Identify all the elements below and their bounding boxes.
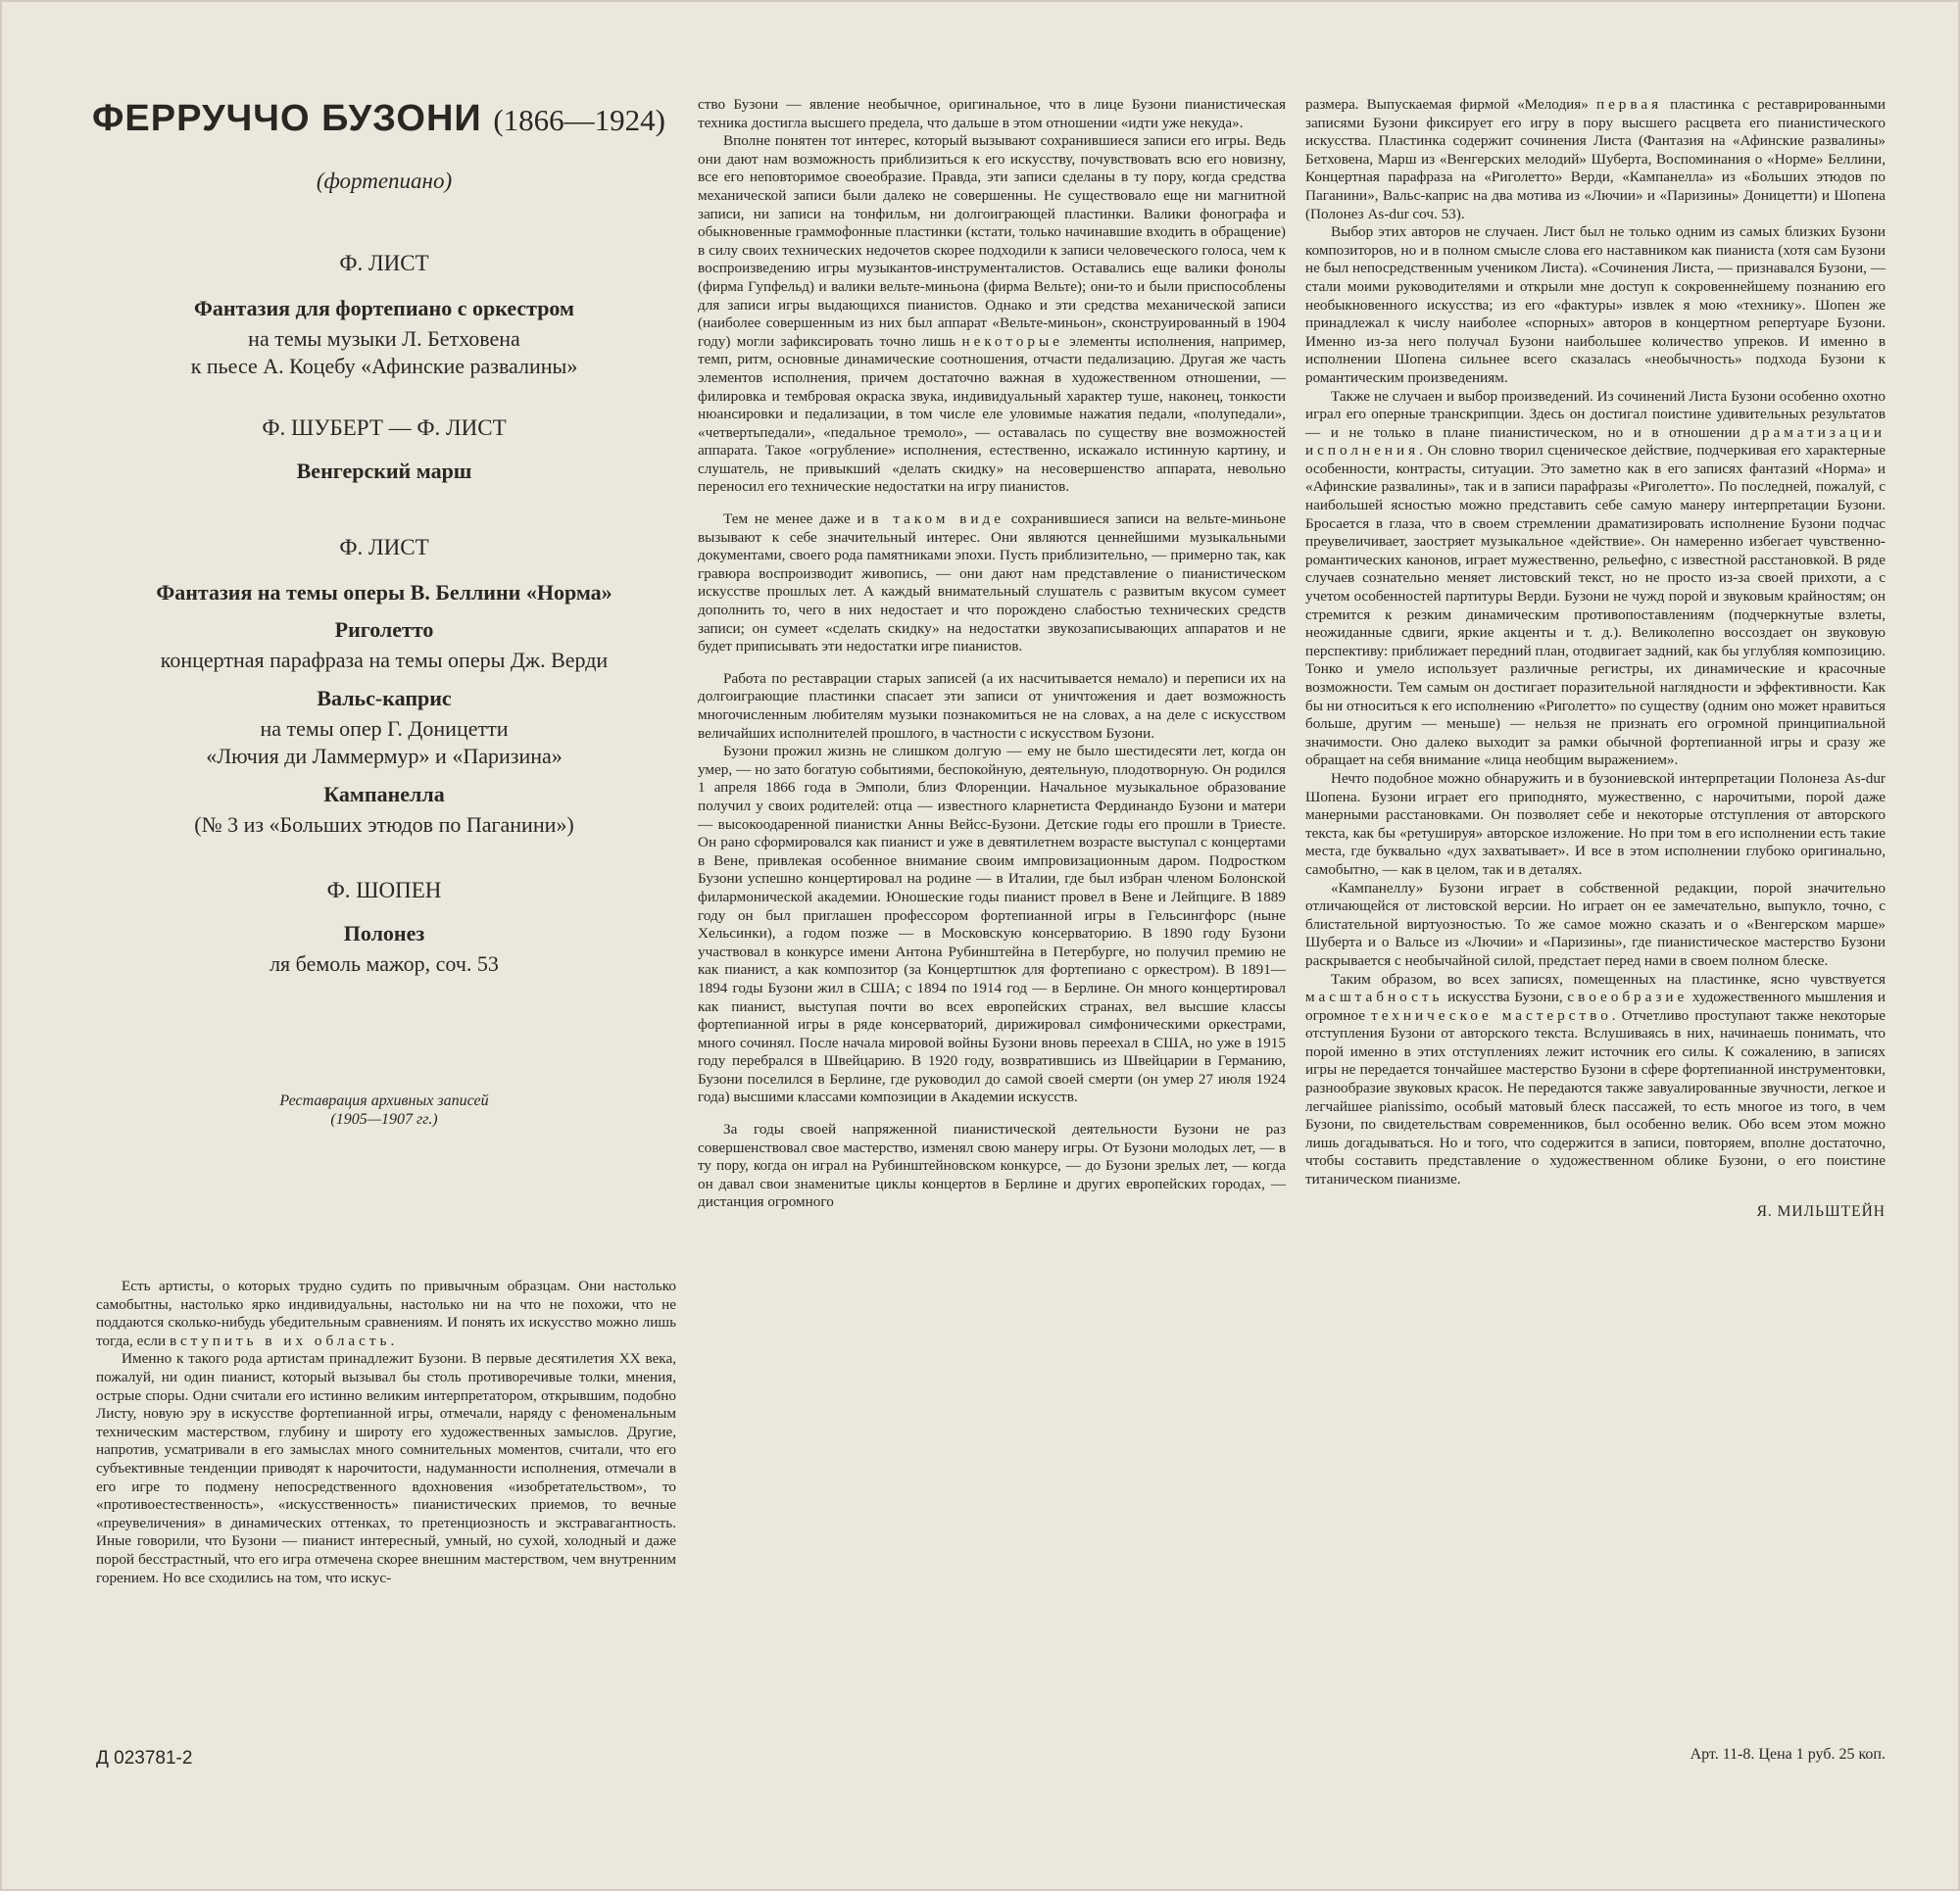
essay-paragraph: размера. Выпускаемая фирмой «Мелодия» первая пластинка с реставрированными записями Бузони фиксирует его игру в пору высшего расцвета его пианистического искусства. Пластинка содержит сочинения Листа (Фантазия на «Афинские развалины» Бетховена, Марш из «Венгерских мелодий» Шуберта, Воспоминания о «Норме» Беллини, Концертная парафраза на «Риголетто» Верди, «Кампанелла» из «Больших этюдов по Паганини», Вальс-каприс на два мотива из «Лючии» и «Паризины» Доницетти) и Шопена (Полонез As-dur соч. 53). (1305, 96, 1886, 222)
emphasis-text: некоторые (961, 332, 1063, 350)
price-line: Арт. 11-8. Цена 1 руб. 25 коп. (1690, 1746, 1886, 1763)
emphasis-text: драматизации исполнения (1305, 423, 1886, 460)
work-detail: «Лючия ди Ламмермур» и «Паризина» (206, 744, 563, 768)
work-title: Кампанелла (323, 782, 445, 806)
artist-years: (1866—1924) (493, 103, 665, 137)
essay-paragraph: Вполне понятен тот интерес, который вызывают сохранившиеся записи его игры. Ведь они дают нам возможность приблизиться к его искусству, почувствовать всю его новизну, все его неповторимое своеобразие. Правда, эти записи сделаны в ту пору, когда средства механической записи были далеко не совершенны. Не существовало еще ни магнитной записи, ни записи на тонфильм, ни долгоиграющей пластинки. Валики фонографа и обыкновенные граммофонные пластинки (кстати, только начинавшие входить в обращение) в силу своих технических недочетов скорее подходили к записи человеческого голоса, чем к воспроизведению игры музыкантов-инструменталистов. Оставались еще валики фонолы (фирма Гупфельд) и валики вельте-миньона (фирма Вельте); они-то и были приспособлены для записи игры выдающихся пианистов. Однако и эти средства механической записи (наиболее совершенным из них был аппарат «Вельте-миньон», сконструированный в 1904 году) могли зафиксировать точно лишь некоторые элементы исполнения, например, темп, ритм, основные динамические соотношения, отчасти педализацию. Другая же часть элементов исполнения, причем достаточно важная в художественном отношении, — филировка и тембровая окраска звука, индивидуальный характер туше, наконец, тонкости нюансировки и педализации, в том числе еле уловимые нажатия педали, «полупедали», «четвертьпедали», «педальное тремоло», — оставалась по существу вне возможностей аппарата. Такое «огрубление» исполнения, естественно, искажало истинную картину, и слушатель, не привыкший «делать скидку» на несовершенство аппарата, невольно переносил его технические недостатки на игру пианистов. (698, 132, 1286, 496)
essay-paragraph: Также не случаен и выбор произведений. Из сочинений Листа Бузони особенно охотно играл его оперные транскрипции. Здесь он достигал поистине удивительных результатов — и не только в плане пианистическом, но и в отношении драматизации исполнения. Он словно творил сценическое действие, подчеркивая его характерные особенности, контрасты, ситуации. Это заметно как в его записях фантазий «Норма» и «Афинские развалины», так и в записи парафразы «Риголетто». По последней, пожалуй, с наибольшей ясностью можно представить себе самую манеру интерпретации Бузони. Бросается в глаза, что в своем стремлении драматизировать исполнение Бузони подчас преувеличивает, заостряет музыкальное «действие». Он намеренно избегает чувственно-романтических канонов, играет мужественно, рельефно, с известной расстановкой. В ряде случаев сознательно меняет листовский текст, но не просто из-за своей прихоти, а с учетом особенностей партитуры Верди. Бузони не чужд порой и звуковым крайностям; он стремится к резким динамическим противопоставлениям (подчеркнутые взлеты, неожиданные сдвиги, яркие акценты и т. д.). Великолепно воссоздает он звуковую перспективу: приближает передний план, отодвигает задний, как бы углубляя композицию. Тонко и умело использует различные регистры, их динамические и красочные возможности. Тем самым он достигает поразительной наглядности и эффективности. Как бы ни относиться к его исполнению «Риголетто» по существу (одним оно может нравиться больше, другим — меньше) — нельзя не признать его огромной принципиальной значимости. Оно далеко выходит за рамки обычной фортепианной игры и сразу же обращает на себя внимание «лица необщим выражением». (1305, 387, 1886, 769)
essay-paragraph: Работа по реставрации старых записей (а их насчитывается немало) и переписи их на долгоиграющие пластинки спасает эти записи от уничтожения и дает возможность многочисленным любителям музыки познакомиться не на словах, а на деле с искусством величайших исполнителей прошлого, в частности с искусством Бузони. (698, 669, 1286, 742)
essay-paragraph: Выбор этих авторов не случаен. Лист был не только одним из самых близких Бузони композиторов, но и в полном смысле слова его наставником как пианиста (хотя сам Бузони не был непосредственным учеником Листа). «Сочинения Листа, — признавался Бузони, — стали моими руководителями и открыли мне доступ к сокровеннейшему познанию его необыкновенного искусства; из его «фактуры» извлек я мою «технику». Шопен же принадлежал к числу наиболее «спорных» авторов в концертном репертуаре Бузони. Именно из-за него получал Бузони наибольшее количество упреков. И именно в исполнении Шопена сильнее всего сказалась «необычность» подхода Бузони к романтическим произведениям. (1305, 223, 1886, 386)
essay-paragraph: Таким образом, во всех записях, помещенных на пластинке, ясно чувствуется масштабность искусства Бузони, своеобразие художественного мышления и огромное техническое мастерство. Отчетливо проступают также некоторые отступления Бузони от авторского текста. Вслушиваясь в них, начинаешь понимать, что порой именно в этих отступлениях лежит источник его силы. К сожалению, в записях игры не передается тончайшее мастерство Бузони в сфере фортепианной инструментовки, разнообразие звуковых красок. Не передаются также завуалированные звучности, легкое и легчайшее pianissimo, особый матовый блеск пассажей, то есть многое из того, в чем Бузони, по свидетельствам современников, был особенно велик. Обо всем этом можно лишь догадываться. Но и того, что содержится в записи, повторяем, вполне достаточно, чтобы составить представление о художественном облике Бузони, о его поистине титаническом пианизме. (1305, 970, 1886, 1188)
emphasis-text: вступить в их область (169, 1332, 391, 1349)
essay-part-1 (96, 1278, 676, 1587)
work-detail: на темы опер Г. Доницетти (260, 716, 509, 741)
composer-heading: Ф. ЛИСТ (339, 251, 429, 275)
restoration-line: Реставрация архивных записей (279, 1092, 489, 1109)
work-detail: к пьесе А. Коцебу «Афинские развалины» (190, 354, 578, 378)
emphasis-text: техническое мастерство (1371, 1006, 1612, 1024)
program-listing (90, 251, 678, 978)
essay-paragraph: Есть артисты, о которых трудно судить по привычным образцам. Они настолько самобытны, настолько ярко индивидуальны, настолько ни на что не похожи, что не поддаются сколько-нибудь убедительным сравнениям. И понять их искусство можно лишь тогда, если вступить в их область. (96, 1278, 676, 1349)
essay-paragraph: ство Бузони — явление необычное, оригинальное, что в лице Бузони пианистическая техника достигла высшего предела, что дальше в этом отношении «идти уже некуда». (698, 96, 1286, 131)
work-detail: концертная парафраза на темы оперы Дж. Верди (160, 648, 609, 672)
work-title: Полонез (343, 921, 425, 946)
essay-part-3 (1305, 96, 1886, 1189)
composer-heading: Ф. ЛИСТ (339, 535, 429, 559)
middle-column (698, 2, 1286, 1212)
essay-paragraph: Именно к такого рода артистам принадлежит Бузони. В первые десятилетия XX века, пожалуй, ни один пианист, который вызывал бы столь противоречивые толки, мнения, острые споры. Одни считали его истинно великим интерпретатором, открывшим, подобно Листу, новую эру в искусстве фортепианной игры, отмечали, наряду с феноменальным техническим мастерством, глубину и широту его художественных замыслов. Другие, напротив, усматривали в его замыслах много сомнительных моментов, считали, что его субъективные тенденции приводят к нарочитости, надуманности исполнения, отмечали в его игре то подмену непосредственного вдохновения «изобретательством», то «противоестественность», «искусственность» пианистических приемов, то вечные «преувеличения» в динамических оттенках, то претенциозность и экстравагантность. Иные говорили, что Бузони — пианист интересный, умный, но сухой, холодный и даже порой бесстрастный, что его игра отмечена скорее внешним мастерством, чем внутренним горением. Но все сходились на том, что искус- (96, 1350, 676, 1586)
essay-paragraph: Бузони прожил жизнь не слишком долгую — ему не было шестидесяти лет, когда он умер, — но зато богатую событиями, беспокойную, деятельную, плодотворную. Он родился 1 апреля 1866 года в Эмполи, близ Флоренции. Начальное музыкальное образование получил у своих родителей: отца — известного кларнетиста Фердинандо Бузони и матери — высокоодаренной пианистки Анны Вейсс-Бузони. Детские годы его прошли в Триесте. Он рано сформировался как пианист и уже в девятилетнем возрасте выступал с концертами в Вене, привлекая особенное внимание своим импровизационным даром. Подростком Бузони успешно концертировал на родине — в Италии, где был избран членом Болонской филармонической академии. Юношеские годы пианист провел в Вене и Лейпциге. В 1889 году он был приглашен профессором фортепианной игры в Гельсингфорс (ныне Хельсинки), а годом позже — в Московскую консерваторию. В 1890 году Бузони участвовал в конкурсе имени Антона Рубинштейна в Петербурге, но получил премию не как пианист, а как композитор (за Концертштюк для фортепиано с оркестром). В 1891—1894 годы Бузони жил в США; с 1894 по 1914 год — в Берлине. Он много концертировал как пианист, выступая почти во всех европейских странах, вел высшие классы фортепианной игры в ряде консерваторий, дирижировал симфоническими оркестрами, много сочинял. После начала мировой войны Бузони вновь переехал в США, но уже в 1915 году перебрался в Швейцарию. В 1920 году, возвратившись из Швейцарии в Германию, Бузони поселился в Берлине, где руководил до самой своей смерти (он умер 27 июля 1924 года) высшими классами композиции в Академии искусств. (698, 743, 1286, 1106)
emphasis-text: масштабность (1305, 989, 1444, 1006)
work-detail: ля бемоль мажор, соч. 53 (270, 951, 499, 976)
composer-heading: Ф. ШОПЕН (326, 878, 442, 902)
work-title: Фантазия на темы оперы В. Беллини «Норма» (156, 580, 612, 605)
right-column (1305, 2, 1886, 1763)
artist-name: ФЕРРУЧЧО БУЗОНИ (92, 98, 482, 139)
work-title: Фантазия для фортепиано с оркестром (193, 296, 574, 320)
work-detail: (№ 3 из «Больших этюдов по Паганини») (194, 812, 574, 837)
emphasis-text: в таком виде (871, 510, 1004, 528)
work-title: Венгерский марш (296, 459, 472, 483)
work-detail: на темы музыки Л. Бетховена (248, 326, 520, 351)
restoration-note (90, 1091, 678, 1129)
essay-paragraph: «Кампанеллу» Бузони играет в собственной редакции, порой значительно отличающейся от листовской версии. Но играет он ее замечательно, выпукло, точно, с блистательной виртуозностью. То же самое можно сказать и о «Венгерском марше» Шуберта и о Вальсе из «Лючии» и «Паризины», где пианистическое мастерство Бузони раскрывается с необычайной силой, предстает перед нами в своем полном блеске. (1305, 879, 1886, 969)
essay-paragraph: Нечто подобное можно обнаружить и в бузониевской интерпретации Полонеза As-dur Шопена. Бузони играет его приподнято, мужественно, с нарочитыми, порой даже манерными расстановками. Он позволяет себе и некоторые отступления от авторского текста, как бы «ретушируя» авторское изложение. Но при том в его исполнении есть такие места, где буквально «дух захватывает». И все в этом исполнении глубоко оригинально, самобытно, — как в целом, так и в деталях. (1305, 769, 1886, 878)
page-title (92, 98, 700, 140)
essay-part-2 (698, 96, 1286, 1212)
composer-heading: Ф. ШУБЕРТ — Ф. ЛИСТ (262, 415, 507, 440)
emphasis-text: первая (1595, 96, 1663, 113)
work-title: Риголетто (334, 617, 434, 642)
work-title: Вальс-каприс (317, 686, 452, 710)
instrument-subtitle: (фортепиано) (316, 169, 453, 193)
essay-paragraph: За годы своей напряженной пианистической деятельности Бузони не раз совершенствовал свое мастерство, изменял свою манеру игры. От Бузони молодых лет, — в ту пору, когда он играл на Рубинштейновском конкурсе, — до Бузони зрелых лет, — когда он давал свои знаменитые циклы концертов в Берлине и других европейских городах, — дистанция огромного (698, 1121, 1286, 1211)
emphasis-text: своеобразие (1567, 989, 1689, 1006)
restoration-dates: (1905—1907 гг.) (330, 1111, 438, 1128)
essay-paragraph: Тем не менее даже и в таком виде сохранившиеся записи на вельте-миньоне вызывают к себе значительный интерес. Они являются ценнейшими музыкальными документами, своего рода памятниками эпохи. Пусть приблизительно, — примерно так, как гравюра воспроизводит живопись, — они дают нам представление о пианистическом искусстве прошлых лет. А каждый внимательный слушатель с развитым вкусом сумеет дополнить то, чего в них недостает и что порождено слабостью технических средств записи; он сумеет «сделать скидку» на недостатки звукозаписывающих аппаратов и не будет приписывать эти недостатки игре пианистов. (698, 510, 1286, 655)
essay-author: Я. МИЛЬШТЕЙН (1756, 1202, 1886, 1220)
catalog-number: Д 023781-2 (96, 1748, 193, 1769)
